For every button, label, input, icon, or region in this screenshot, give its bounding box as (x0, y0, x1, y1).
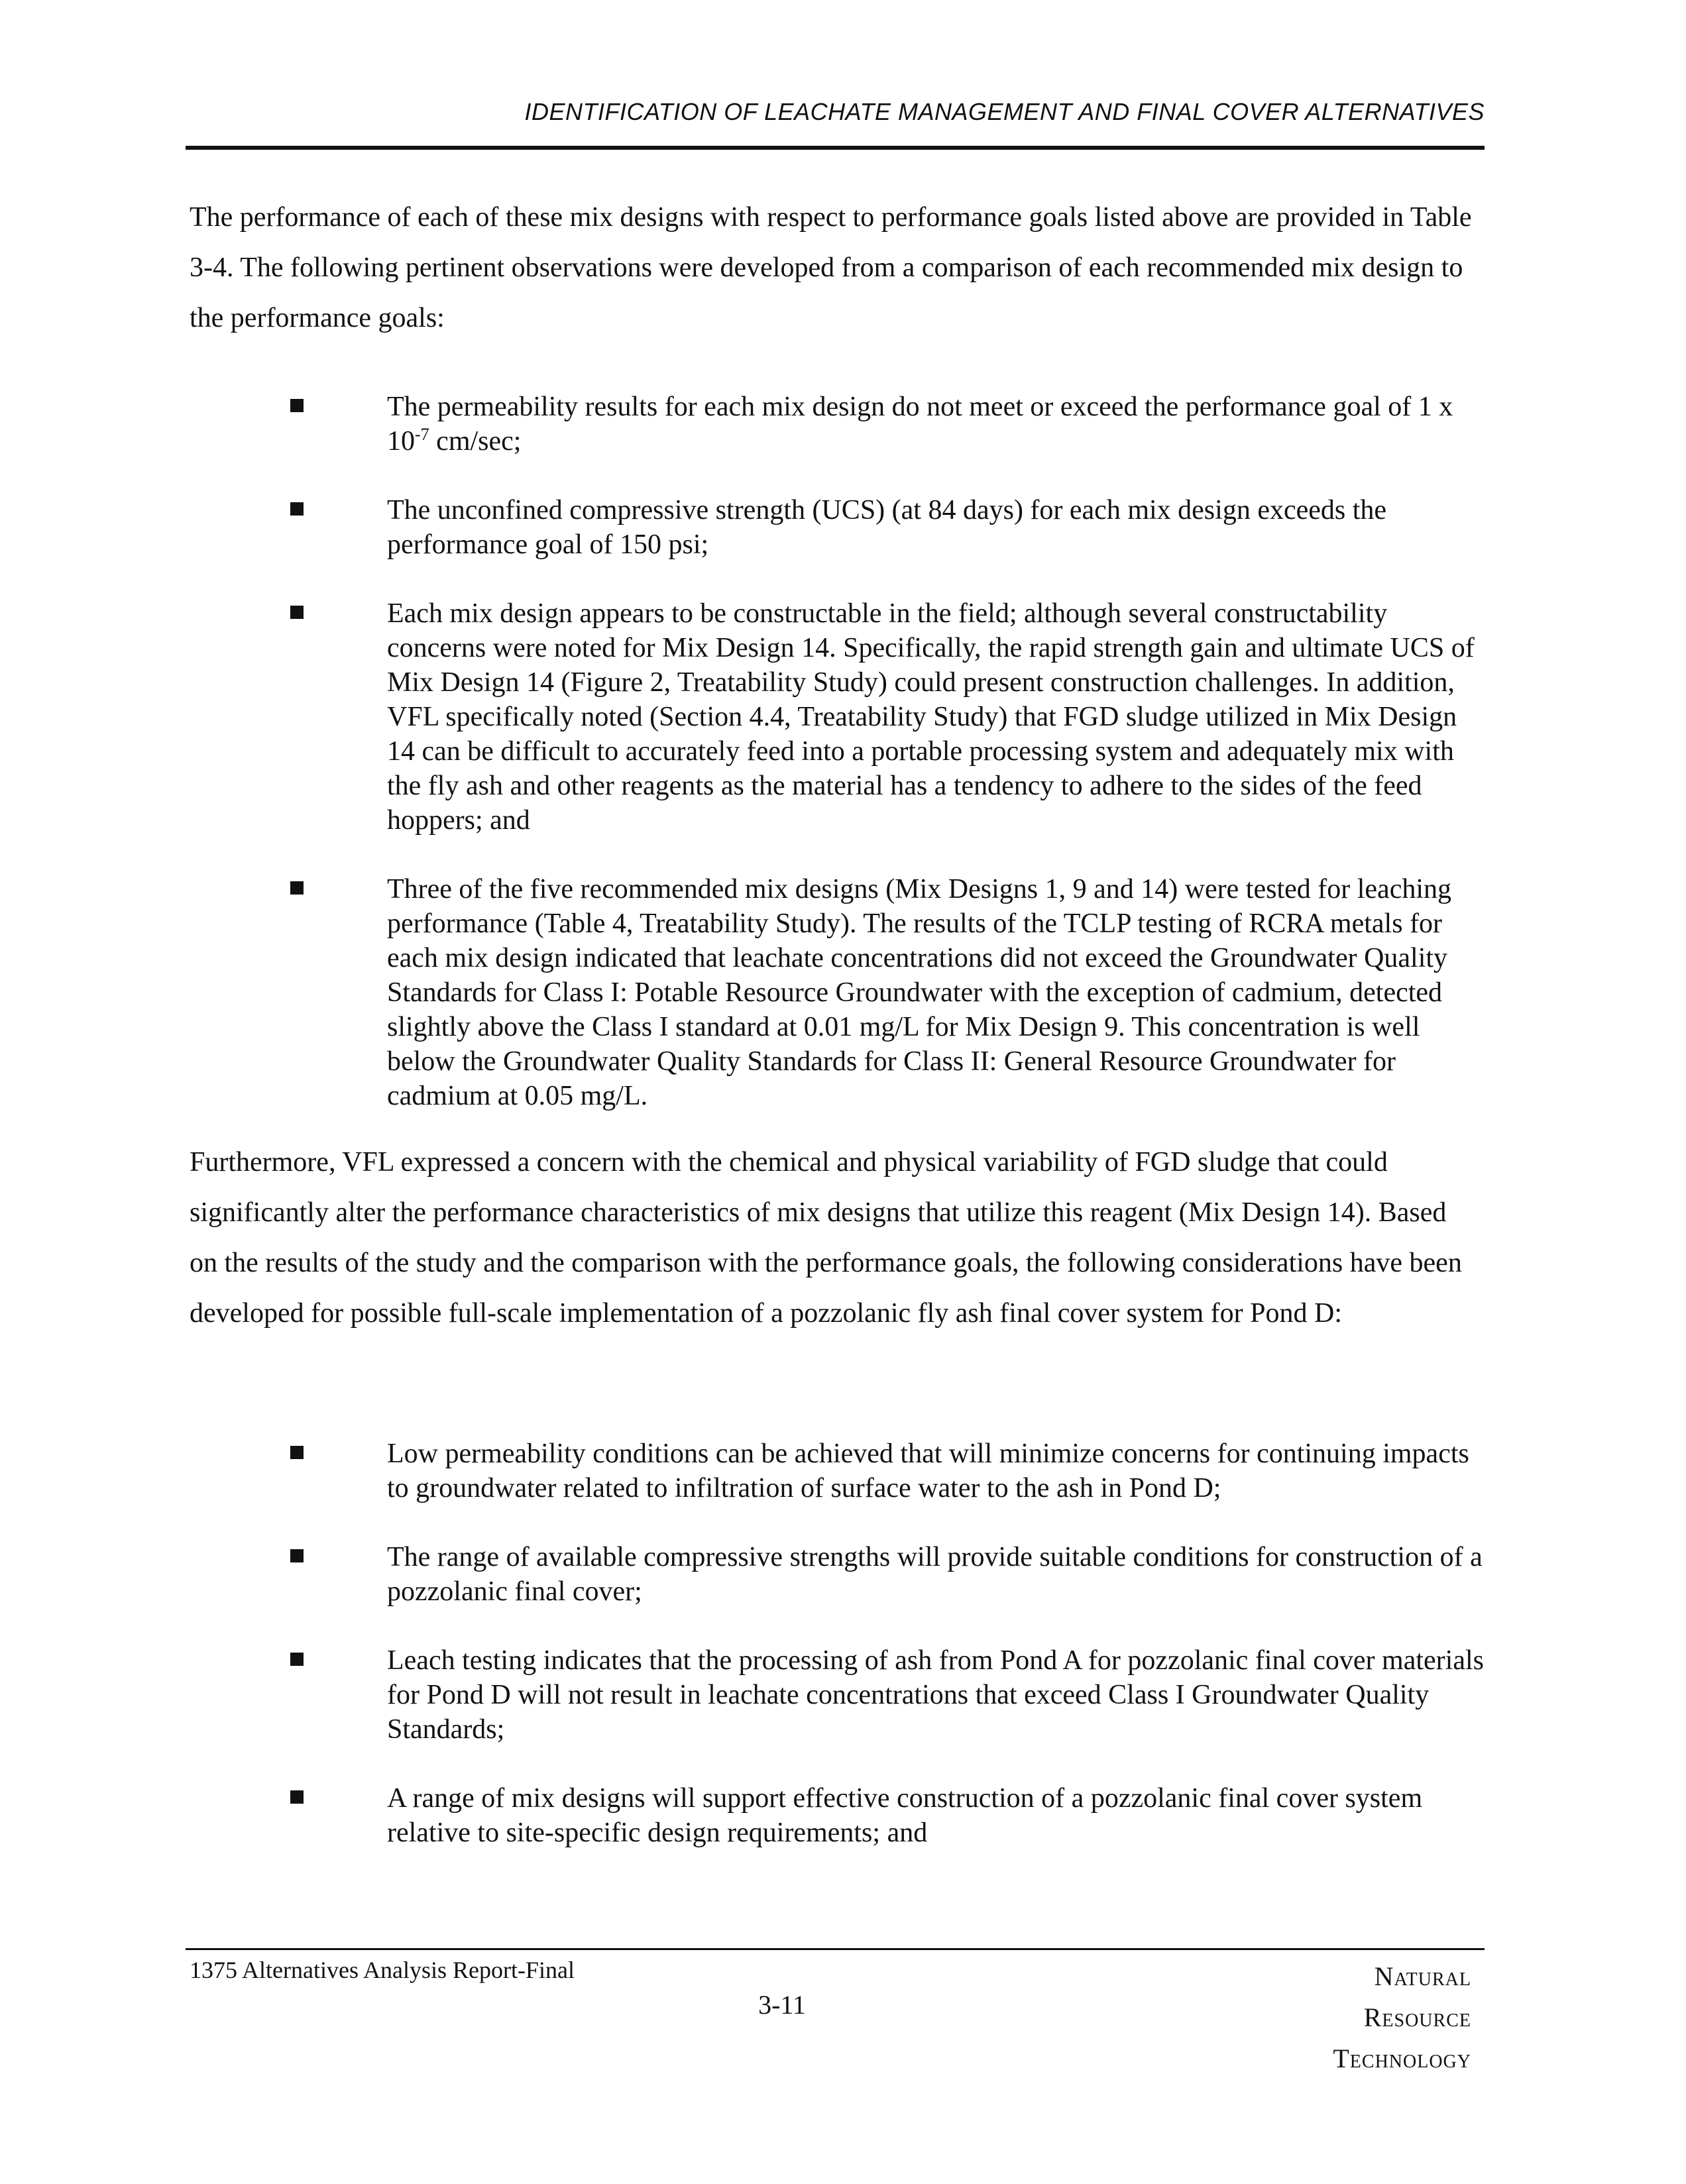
observation-constructability: Each mix design appears to be constructable in the field; although several constructability concerns were noted for Mix Design 14. Specifically, the rapid strength gain and ultimate UCS of Mix Design 14 (Figure 2, Treatability Study) could present construction challenges. In addition, VFL specifically noted (Section 4.4, Treatability Study) that FGD sludge utilized in Mix Design 14 can be difficult to accurately feed into a portable processing system and adequately mix with the fly ash and other reagents as the material has a tendency to adhere to the sides of the feed hoppers; and (387, 598, 1475, 836)
square-bullet-icon (290, 1446, 304, 1459)
list-item (190, 1781, 1489, 1850)
considerations-paragraph: Furthermore, VFL expressed a concern with the chemical and physical variability of FGD sludge that could significantly alter the performance characteristics of mix designs that utilize this reagent (Mix Design 14). Based on the results of the study and the comparison with the performance goals, the following considerations have been developed for possible full-scale implementation of a pozzolanic fly ash final cover system for Pond D: (190, 1147, 1462, 1329)
observations-list (190, 390, 1489, 1148)
square-bullet-icon (290, 1653, 304, 1666)
consideration-strength: The range of available compressive strengths will provide suitable conditions for construction of a pozzolanic final cover; (387, 1542, 1483, 1607)
list-item (190, 872, 1489, 1113)
list-item (190, 1540, 1489, 1609)
page-header-title: IDENTIFICATION OF LEACHATE MANAGEMENT AND FINAL COVER ALTERNATIVES (524, 98, 1485, 125)
list-item (190, 493, 1489, 562)
footer-divider (186, 1948, 1485, 1950)
square-bullet-icon (290, 1790, 304, 1804)
header-divider (186, 146, 1485, 150)
list-item (190, 596, 1489, 838)
square-bullet-icon (290, 502, 304, 516)
observation-permeability (387, 390, 1487, 459)
observation-text-end: cm/sec; (429, 426, 522, 457)
consideration-leach-testing: Leach testing indicates that the processing of ash from Pond A for pozzolanic final cover materials for Pond D will not result in leachate concentrations that exceed Class I Groundwater Quality Standards; (387, 1645, 1484, 1745)
square-bullet-icon (290, 881, 304, 895)
company-name-line1: Natural (1374, 1961, 1471, 1991)
consideration-mix-designs: A range of mix designs will support effective construction of a pozzolanic final cover system relative to site-specific design requirements; and (387, 1783, 1423, 1848)
list-item (190, 1437, 1489, 1505)
consideration-permeability: Low permeability conditions can be achieved that will minimize concerns for continuing impacts to groundwater related to infiltration of surface water to the ash in Pond D; (387, 1439, 1469, 1503)
list-item (190, 390, 1489, 459)
observation-leaching: Three of the five recommended mix designs (Mix Designs 1, 9 and 14) were tested for leaching performance (Table 4, Treatability Study). The results of the TCLP testing of RCRA metals for each mix design indicated that leachate concentrations did not exceed the Groundwater Quality Standards for Class I: Potable Resource Groundwater with the exception of cadmium, detected slightly above the Class I standard at 0.01 mg/L for Mix Design 9. This concentration is well below the Groundwater Quality Standards for Class II: General Resource Groundwater for cadmium at 0.05 mg/L. (387, 874, 1452, 1111)
footer-report-name: 1375 Alternatives Analysis Report-Final (190, 1957, 575, 1983)
company-name-line3: Technology (1333, 2044, 1471, 2073)
exponent: -7 (415, 425, 429, 444)
page-number: 3-11 (758, 1990, 806, 2020)
observation-text: The permeability results for each mix design do not meet or exceed the performance goal of 1 x 10 (387, 392, 1453, 457)
intro-paragraph: The performance of each of these mix designs with respect to performance goals listed above are provided in Table 3-4. The following pertinent observations were developed from a comparison of each recommended mix design to the performance goals: (190, 202, 1472, 333)
square-bullet-icon (290, 1549, 304, 1562)
considerations-list (190, 1437, 1489, 1884)
company-logo-text (1233, 1956, 1471, 2079)
observation-ucs: The unconfined compressive strength (UCS) (at 84 days) for each mix design exceeds the performance goal of 150 psi; (387, 495, 1387, 560)
company-name-line2: Resource (1363, 2002, 1471, 2032)
square-bullet-icon (290, 606, 304, 619)
list-item (190, 1643, 1489, 1747)
square-bullet-icon (290, 399, 304, 412)
